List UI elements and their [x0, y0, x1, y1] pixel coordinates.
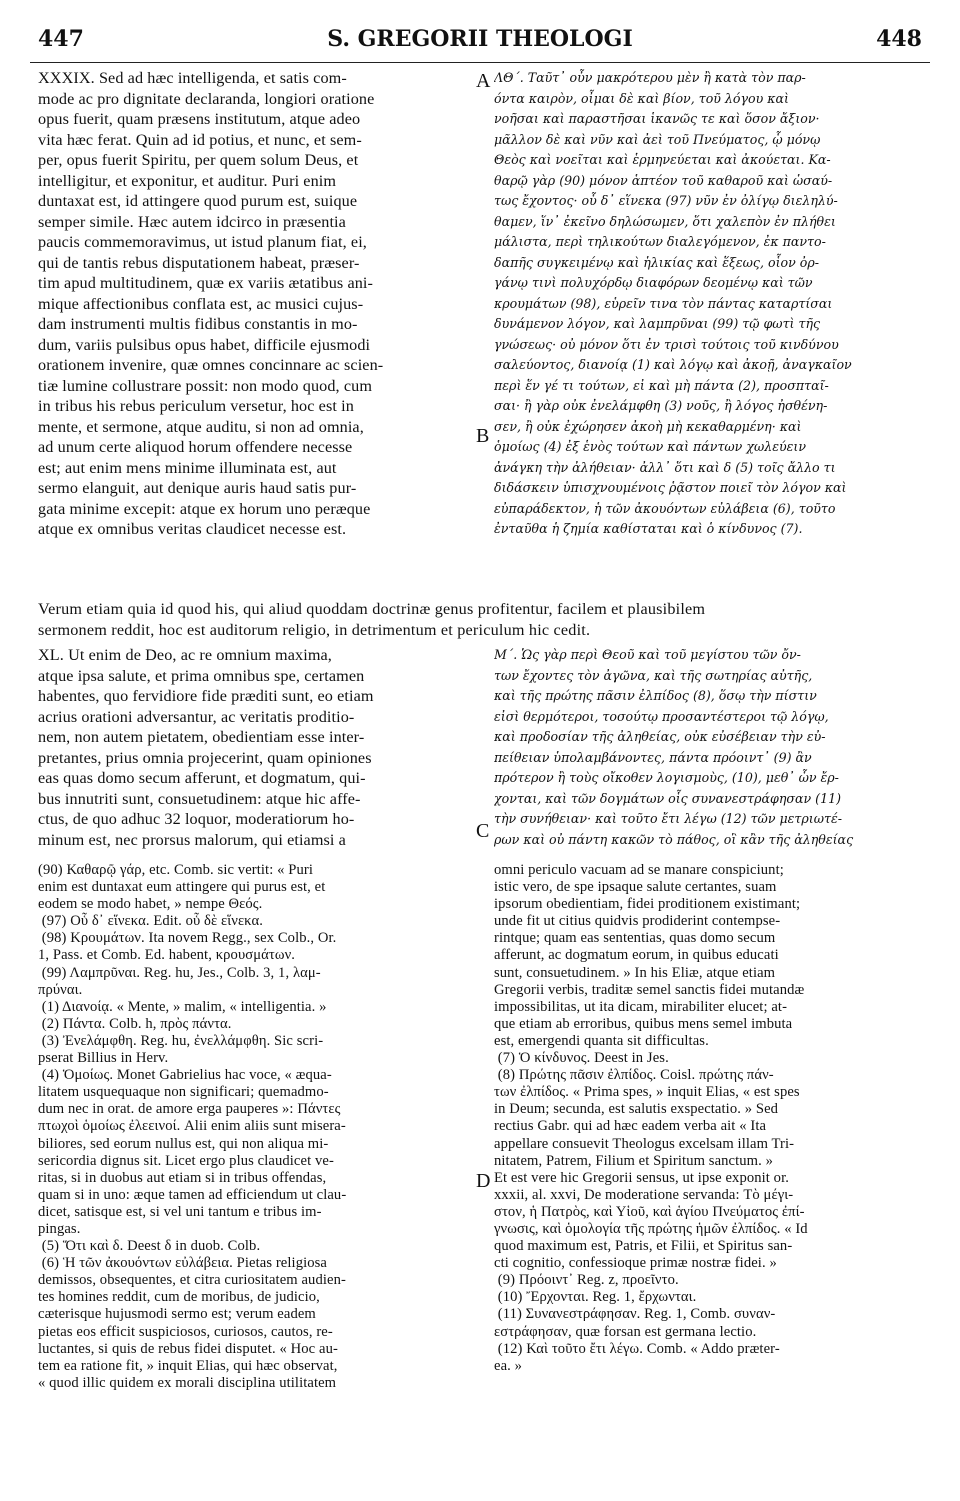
latin-column-section-40: XL. Ut enim de Deo, ac re omnium maxima, atque ipsa salute, et prima omnibus spe, certamen habentes, quo fervidiore fide præditi sunt, eo etiam acrius orationi adversantur, ac veritatis proditio- nem, non autem pietatem, obedientiam esse inter- pretantes, prius omnia projecerint, quam opiniones eas quas domo secum afferunt, et dogmatum, qui- bus innutriti sunt, consuetudinem: atque hic affe- ctus, de quo adhuc 32 loquor, moderatiorum ho- minum est, nec prorsus malorum, qui etiamsi a	[38, 646, 374, 849]
margin-letter-c: C	[476, 820, 490, 842]
running-title: S. GREGORII THEOLOGI	[327, 26, 633, 52]
margin-letter-b: B	[476, 425, 490, 447]
greek-column-section-39: ΛΘ΄. Ταῦτ᾽ οὖν μακρότερου μὲν ἢ κατὰ τὸν παρ- όντα καιρὸν, οἶμαι δὲ καὶ βίον, τοῦ λόγου καὶ νοῆσαι καὶ παραστῆσαι ἱκανῶς τε καὶ ὅσον ἄξιον· μᾶλλον δὲ καὶ νῦν καὶ ἀεὶ τοῦ Πνεύματος, ᾧ μόνῳ Θεὸς καὶ νοεῖται καὶ ἑρμηνεύεται καὶ ἀκούεται. Κα- θαρῷ γὰρ (90) μόνον ἁπτέον τοῦ καθαροῦ καὶ ὡσαύ- τως ἔχοντος· οὗ δ᾽ εἵνεκα (97) νῦν ἐν ὀλίγῳ διεληλύ- θαμεν, ἵν᾽ ἐκεῖνο δηλώσωμεν, ὅτι χαλεπὸν ἐν πλήθει μάλιστα, περὶ τηλικούτων διαλεγόμενον, ἐκ παντο- δαπῆς συγκειμένῳ καὶ ἡλικίας καὶ ἕξεως, οἷον ὀρ- γάνῳ τινὶ πολυχόρδῳ διαφόρων δεομένῳ καὶ τῶν κρουμάτων (98), εὑρεῖν τινα τὸν πάντας καταρτίσαι δυνάμενον λόγον, καὶ λαμπρῦναι (99) τῷ φωτὶ τῆς γνώσεως· οὐ μόνον ὅτι ἐν τρισὶ τούτοις τοῦ κινδύνου σαλεύοντος, διανοίᾳ (1) καὶ λόγῳ καὶ ἀκοῇ, ἀναγκαῖον περὶ ἕν γέ τι τούτων, εἰ καὶ μὴ πάντα (2), προσπταῖ- σαι· ἢ γὰρ οὐκ ἐνελάμφθη (3) νοῦς, ἢ λόγος ἠσθένη- σεν, ἢ οὐκ ἐχώρησεν ἀκοὴ μὴ κεκαθαρμένη· καὶ ὁμοίως (4) ἐξ ἑνὸς τούτων καὶ πάντων χωλεύειν ἀνάγκη τὴν ἀλήθειαν· ἀλλ᾽ ὅτι καὶ δ (5) τοῖς ἄλλο τι διδάσκειν ὑπισχνουμένοις ῥᾷστον ποιεῖ τὸν λόγον καὶ εὐπαράδεκτον, ἡ τῶν ἀκουόντων εὐλάβεια (6), τοῦτο ἐνταῦθα ἡ ζημία καθίσταται καὶ ὁ κίνδυνος (7).	[494, 70, 852, 536]
footnotes-left-column: (90) Καθαρῷ γάρ, etc. Comb. sic vertit: « Puri enim est duntaxat eum attingere qui purus est, et eodem se modo habet, » nempe Θεός. (97) Οὗ δ᾽ εἵνεκα. Edit. οὗ δὲ εἵνεκα. (98) Κρουμάτων. Ita novem Regg., sex Colb., Or. 1, Pass. et Comb. Ed. habent, κρουσμάτων. (99) Λαμπρῦναι. Reg. hu, Jes., Colb. 3, 1, λαμ- πρύναι. (1) Διανοίᾳ. « Mente, » malim, « intelligentia. » (2) Πάντα. Colb. h, πρὸς πάντα. (3) Ἐνελάμφθη. Reg. hu, ἐνελλάμφθη. Sic scri- pserat Billius in Herv. (4) Ὁμοίως. Monet Gabrielius hac voce, « æqua- litatem usquequaque non significari; quemadmo- dum nec in orat. de amore erga pauperes »: Πάντες πτωχοὶ ὁμοίως ἐλεεινοί. Alii enim aliis sunt misera- biliores, sed eorum nullus est, qui non aliqua mi- sericordia dignus sit. Licet ergo plus claudicet ve- ritas, si in duobus aut etiam si in tribus offendas, quam si in uno: æque tamen ad efficiendum ut clau- dicet, satisque est, si vel uni tantum e tribus im- pingas. (5) Ὅτι καὶ δ. Deest δ in duob. Colb. (6) Ἡ τῶν ἀκουόντων εὐλάβεια. Pietas religiosa demissos, obsequentes, et citra curiositatem audien- tes homines reddit, cum de moribus, de judicio, cæterisque hujusmodi sermo est; verum eadem pietas eos efficit suspiciosos, curiosos, cautos, re- luctantes, si quis de rebus fidei disputet. « Hoc au- tem ea ratione fit, » inquit Elias, qui hæc observat, « quod illic quidem ex morali disciplina utilitatem	[38, 862, 347, 1391]
full-width-latin-paragraph: Verum etiam quia id quod his, qui aliud quoddam doctrinæ genus profitentur, facilem et plausibilem sermonem reddit, hoc est auditorum religio, in detrimentum et periculum hic cedit.	[38, 600, 706, 639]
running-header	[38, 26, 922, 60]
greek-column-section-40: Μ΄. Ὡς γὰρ περὶ Θεοῦ καὶ τοῦ μεγίστου τῶν ὄν- των ἔχοντες τὸν ἀγῶνα, καὶ τῆς σωτηρίας αὐτῆς, καὶ τῆς πρώτης πᾶσιν ἐλπίδος (8), ὅσῳ τὴν πίστιν εἰσὶ θερμότεροι, τοσούτῳ προσαντέστεροι τῷ λόγῳ, καὶ προδοσίαν τῆς ἀληθείας, οὐκ εὐσέβειαν τὴν εὐ- πείθειαν ὑπολαμβάνοντες, πάντα πρόοιντ᾽ (9) ἂν πρότερον ἢ τοὺς οἴκοθεν λογισμοὺς, (10), μεθ᾽ ὧν ἔρ- χονται, καὶ τῶν δογμάτων οἷς συνανεστράφησαν (11) τὴν συνήθειαν· καὶ τοῦτο ἔτι λέγω (12) τῶν μετριωτέ- ρων καὶ οὐ πάντη κακῶν τὸ πάθος, οἳ κἂν τῆς ἀληθείας	[494, 647, 854, 847]
header-rule	[30, 62, 930, 63]
footnotes-right-column: omni periculo vacuam ad se manare conspiciunt; istic vero, de spe ipsaque salute certantes, suam ipsorum obedientiam, fidei proditionem existimant; unde fit ut citius quidvis prodiderint contempse- rintque; quam eas sententias, quas domo secum afferunt, ac dogmatum eorum, in quibus educati sunt, consuetudinem. » In his Eliæ, atque etiam Gregorii verbis, traditæ semel sanctis fidei mutandæ impossibilitas, ut ita dicam, mirabiliter elucet; at- que etiam ab erroribus, quibus mens semel imbuta est, emergendi quanta sit difficultas. (7) Ὁ κίνδυνος. Deest in Jes. (8) Πρώτης πᾶσιν ἐλπίδος. Coisl. πρώτης πάν- των ἐλπίδος. « Prima spes, » inquit Elias, « est spes in Deum; secunda, est salutis exspectatio. » Sed rectius Gabr. qui ad hæc eadem verba ait « Ita appellare consuevit Theologus excelsam illam Tri- nitatem, Patrem, Filium et Spiritum sanctum. » Et est vere hic Gregorii sensus, ut ipse exponit or. xxxii, al. xxvi, De moderatione servanda: Τὸ μέγι- στον, ἡ Πατρὸς, καὶ Υἱοῦ, καὶ ἁγίου Πνεύματος ἐπί- γνωσις, καὶ ὁμολογία τῆς πρώτης ἡμῶν ἐλπίδος. « Id quod maximum est, Patris, et Filii, et Spiritus san- cti cognitio, confessioque primæ nostræ fidei. » (9) Πρόοιντ᾽ Reg. z, προεῖντο. (10) Ἔρχονται. Reg. 1, ἔρχωνται. (11) Συνανεστράφησαν. Reg. 1, Comb. συναν- εστράφησαν, quæ forsan est germana lectio. (12) Καὶ τοῦτο ἔτι λέγω. Comb. « Addo præter- ea. »	[494, 862, 808, 1374]
latin-column-section-39: XXXIX. Sed ad hæc intelligenda, et satis com- mode ac pro dignitate declaranda, longiori oratione opus fuerit, quam præsens institutum, atque adeo vita hæc ferat. Quin ad id potius, et nunc, et sem- per, opus fuerit Spiritu, per quem solum Deus, et intelligitur, et exponitur, et auditur. Puri enim duntaxat est, id attingere quod purum est, suique semper simile. Hæc autem idcirco in præsentia paucis commemoravimus, ut istud planum fiat, ei, qui de tantis rebus disputationem habeat, præser- tim apud multitudinem, quæ ex variis ætatibus ani- mique affectionibus conflata est, ac musici cujus- dam instrumenti multis fidibus constantis in mo- dum, variis pulsibus opus habet, difficile ejusmodi orationem invenire, quæ omnes concinnare ac scien- tiæ lumine collustrare possit: non modo quod, cum in tribus his rebus periculum versetur, hoc est in mente, et sermone, atque auditu, si non ad omnia, ad unum certe aliquod horum offendere necesse est; aut enim mens minime illuminata est, aut sermo elanguit, aut denique auris haud satis pur- gata minime excepit: atque ex horum uno peræque atque ex omnibus veritas claudicet necesse est.	[38, 69, 384, 538]
right-page-number: 448	[876, 26, 922, 52]
margin-letter-d: D	[476, 1170, 491, 1192]
margin-letter-a: A	[476, 70, 491, 92]
left-page-number: 447	[38, 26, 84, 52]
